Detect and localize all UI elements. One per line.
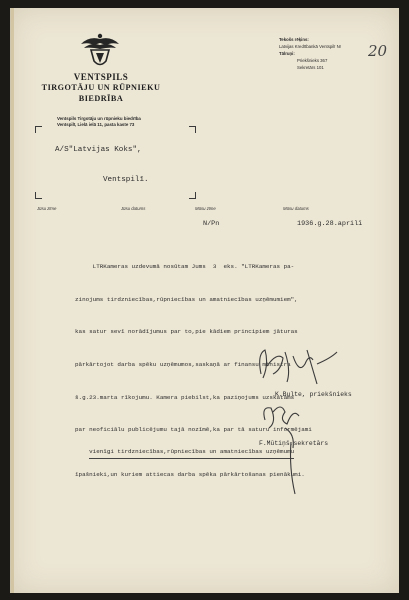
label-our-date: Mūsu datums (283, 206, 309, 211)
phone-secretary: Sekretārs 101 (297, 65, 324, 70)
phones-label: Tālruņi: (279, 51, 295, 56)
secretary-signature-icon (255, 398, 325, 498)
handwritten-number: 20 (368, 42, 388, 60)
address-corner-br (189, 192, 196, 199)
body-line: š.g.23.marta rīkojumu. Kamera piebilst,ka paziņojums uzskatāms (75, 393, 295, 401)
chairman-name: K.Bulte, priekšnieks (275, 391, 352, 398)
phone-chairman: Priekšnieks 367 (297, 58, 328, 63)
body-line: LTRKameras uzdevumā nosūtam Jums 3 eks. "LTRKameras pa- (75, 262, 295, 270)
org-name-line3: BIEDRĪBA (78, 94, 124, 103)
bank-value: Latvijas Kredītbankā Ventspilī Nr (279, 44, 342, 49)
society-emblem-icon (79, 30, 121, 70)
body-line: par neoficiālu publicējumu tajā nozīmē,ka par tā saturu informējami (75, 426, 312, 434)
address-corner-bl (35, 192, 42, 199)
our-reference: N/Pn (203, 220, 220, 228)
recipient-name: A/S"Latvijas Koks", (55, 146, 142, 154)
secretary-name: F.Mūtiņš,sekretārs (259, 440, 329, 447)
address-corner-tl (35, 126, 42, 133)
our-date: 1936.g.28.aprilī (297, 220, 363, 228)
sender-address: Ventspilī, Lielā ielā 11, pasta kaste 73 (57, 122, 135, 127)
sender-name: Ventspils Tirgotāju un rūpnieku biedrība (57, 116, 141, 121)
bank-label: Tekošs rēķins: (279, 37, 309, 42)
body-line: kas satur sevī norādījumus par to,pie kādiem principiem jāturas (75, 328, 298, 336)
body-line: zinojums tirdzniecības,rūpniecības un amatniecības uzņēmumiem", (75, 295, 298, 303)
label-our-ref: Mūsu zīme (195, 206, 216, 211)
body-line: vienīgi tirdzniecības,rūpniecības un amatniecības uzņēmumu (89, 447, 294, 459)
letter-page (10, 8, 399, 593)
org-name-line1: VENTSPILS (73, 72, 129, 82)
label-your-ref: Jūsu zīme (37, 206, 57, 211)
address-corner-tr (189, 126, 196, 133)
label-your-date: Jūsu datums (121, 206, 146, 211)
recipient-city: Ventspilī. (103, 176, 149, 184)
body-line: pārkārtojot darba spēku uzņēmumos,saskaņā ar finansu ministra (75, 360, 291, 368)
body-line: īpašnieki,un kuriem attiecas darba spēka pārkārtošanas pienākumi. (75, 471, 305, 479)
org-name-line2: TIRGOTĀJU UN RŪPNIEKU (41, 83, 161, 92)
contact-block (279, 36, 341, 71)
chairman-signature-icon (247, 344, 343, 388)
